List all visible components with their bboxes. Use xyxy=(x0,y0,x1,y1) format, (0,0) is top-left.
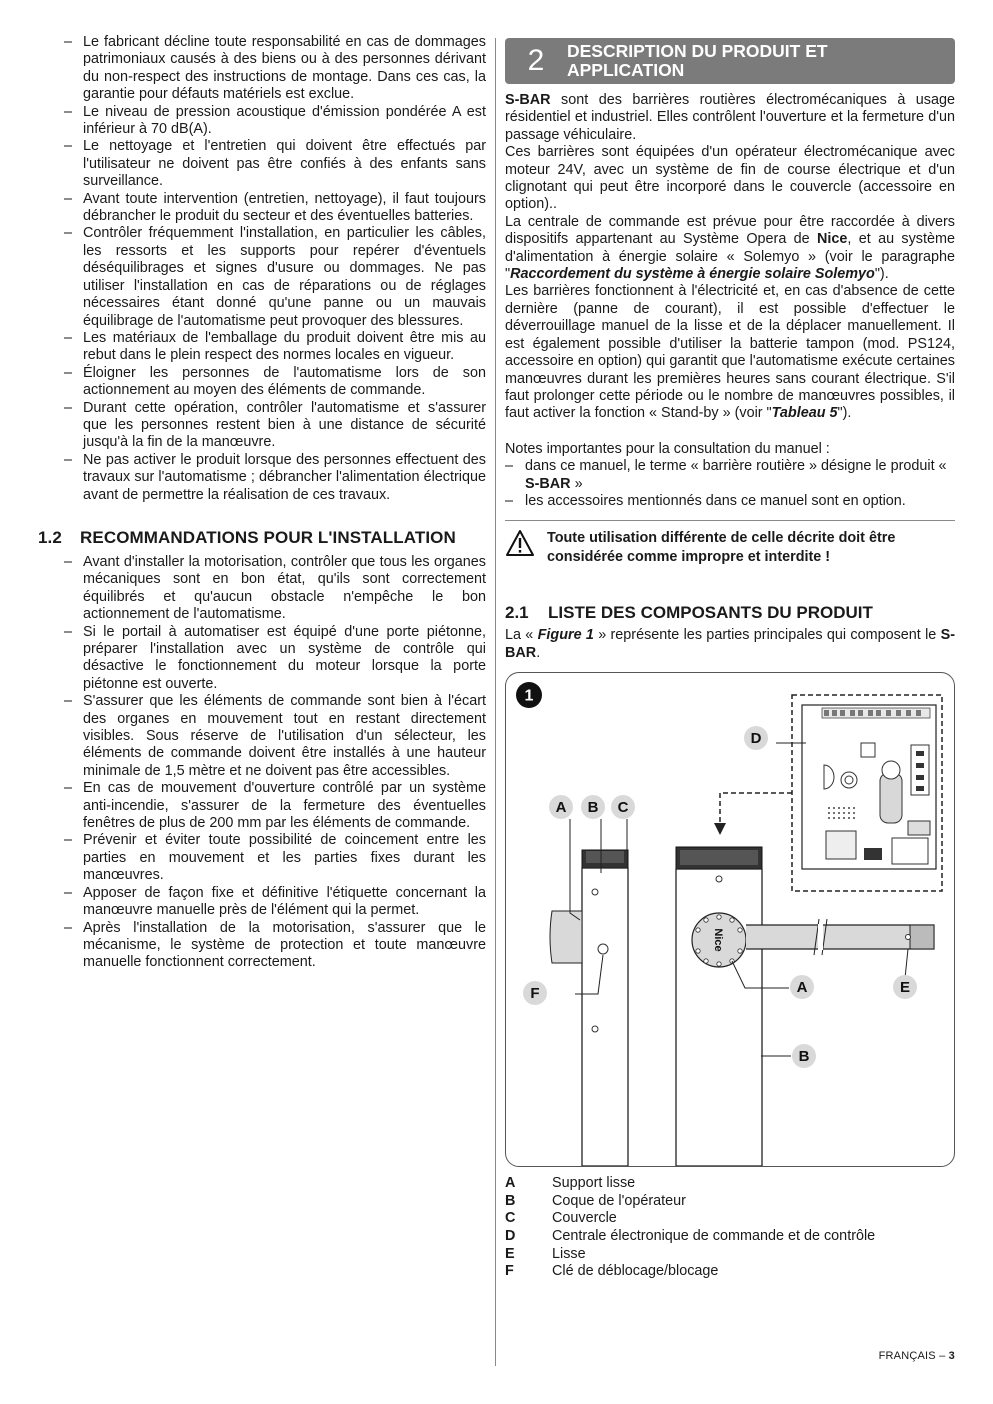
legend-text: Lisse xyxy=(552,1245,586,1262)
legend-key: D xyxy=(505,1227,516,1244)
legend-text: Couvercle xyxy=(552,1210,617,1227)
product-name: S-BAR xyxy=(505,627,955,661)
list-item: – Les matériaux de l'emballage du produit doivent être mis au rebut dans le plein respect des normes locales en vigueur. xyxy=(83,330,486,365)
paragraph-text: La centrale de commande est prévue pour être raccordée à divers dispositifs appartenant au Système Opera de xyxy=(505,213,955,248)
chapter-header xyxy=(505,38,955,84)
label-b: B xyxy=(587,799,599,817)
cross-reference: Figure 1 xyxy=(537,627,594,644)
safety-list xyxy=(38,34,486,504)
left-column xyxy=(38,34,486,972)
installation-list xyxy=(38,554,486,972)
list-item: – Ne pas activer le produit lorsque des personnes effectuent des travaux sur l'automatisme ; débrancher l'alimentation électrique avant de permettre la réalisation de ces travaux. xyxy=(83,452,486,504)
warning-line: considérée comme impropre et interdite ! xyxy=(547,549,831,566)
figure-legend xyxy=(505,1175,955,1281)
legend-text: Centrale électronique de commande et de contrôle xyxy=(552,1227,876,1244)
paragraph-text: sont des barrières routières électromécaniques à usage résidentiel et industriel. Elles contrôlent l'ouverture et la fermeture d'un passage véhiculaire. xyxy=(505,92,955,143)
label-e: E xyxy=(899,979,911,997)
page-number: 3 xyxy=(948,1350,955,1362)
cross-reference: Tableau 5 xyxy=(771,405,838,422)
list-item: – Le nettoyage et l'entretien qui doivent être effectués par l'utilisateur ne doivent pas être confiés à des enfants sans surveillance. xyxy=(83,138,486,190)
paragraph-text: Les barrières fonctionnent à l'électricité et, en cas d'absence de cette dernière (panne de courant), il est possible d'effectuer le déverrouillage manuel de la lisse et de la déplacer manuellement. Il est également possible d'utiliser la batterie tampon (mod. PS124, accessoire en option) qui garantit que l'automatisme exécute certaines manœuvres durant les premières heures sans courant électrique. S'il faut prolonger cette période ou le nombre de manœuvres possibles, il faut activer la fonction « Stand-by » (voir " xyxy=(505,283,955,422)
notes-list xyxy=(505,458,955,510)
label-c: C xyxy=(617,799,629,817)
paragraph-text: "). xyxy=(874,266,889,283)
legend-row xyxy=(505,1193,955,1211)
note-text: » xyxy=(570,475,583,492)
note-text: dans ce manuel, le terme « barrière routière » désigne le produit « xyxy=(525,458,947,475)
legend-text: Clé de déblocage/blocage xyxy=(552,1263,719,1280)
legend-text: Support lisse xyxy=(552,1175,636,1192)
section-title: RECOMMANDATIONS POUR L'INSTALLATION xyxy=(80,527,456,547)
warning-line: Toute utilisation différente de celle décrite doit être xyxy=(547,530,896,547)
legend-row xyxy=(505,1228,955,1246)
list-item: – Avant d'installer la motorisation, contrôler que tous les organes mécaniques sont en bon état, qu'ils sont correctement équilibrés et qu'aucun obstacle n'empêche le bon actionnement de l'automatisme. xyxy=(83,554,486,624)
list-item: – S'assurer que les éléments de commande sont bien à l'écart des organes en mouvement tout en restant directement visibles. Sous réserve de l'utilisation d'un sélecteur, les éléments de commande doivent être installés à une hauteur minimale de 1,5 mètre et ne doivent pas être accessibles. xyxy=(83,693,486,780)
warning-text xyxy=(547,529,895,567)
product-name: S-BAR xyxy=(505,92,551,108)
cross-reference: Raccordement du système à énergie solaire Solemyo xyxy=(510,266,875,283)
legend-key: C xyxy=(505,1210,516,1227)
legend-row xyxy=(505,1263,955,1281)
paragraph-text: La « xyxy=(505,627,538,644)
chapter-title xyxy=(567,42,828,80)
label-a: A xyxy=(555,799,567,817)
product-name: S-BAR xyxy=(525,475,571,492)
page-footer xyxy=(879,1350,955,1362)
list-item: – Apposer de façon fixe et définitive l'étiquette concernant la manœuvre manuelle près de l'élément qui la permet. xyxy=(83,885,486,920)
legend-row xyxy=(505,1246,955,1264)
right-column xyxy=(505,34,955,1281)
figure-intro xyxy=(505,627,955,662)
paragraph-text: . xyxy=(536,644,541,661)
list-item: – Prévenir et éviter toute possibilité de coincement entre les parties en mouvement et les parties fixes durant les manœuvres. xyxy=(83,832,486,884)
figure-1 xyxy=(505,672,955,1167)
list-item: – Après l'installation de la motorisation, s'assurer que le mécanisme, le système de protection et toute manœuvre manuelle fonctionnent correctement. xyxy=(83,920,486,972)
subsection-heading xyxy=(505,603,955,623)
list-item: – Avant toute intervention (entretien, nettoyage), il faut toujours débrancher le produit du secteur et des éventuelles batteries. xyxy=(83,191,486,226)
legend-key: A xyxy=(505,1175,516,1192)
label-d: D xyxy=(750,730,762,748)
label-f: F xyxy=(530,985,540,1003)
legend-key: F xyxy=(505,1263,514,1280)
warning-box xyxy=(505,520,955,567)
notes-title: Notes importantes pour la consultation du manuel : xyxy=(505,440,830,457)
label-b2: B xyxy=(798,1048,810,1066)
paragraph: Ces barrières sont équipées d'un opérateur électromécanique avec moteur 24V, avec un système de fin de course électrique et d'un clignotant qui peut être incorporé dans le couvercle (accessoire en option).. xyxy=(505,144,955,213)
list-item: – Éloigner les personnes de l'automatisme lors de son actionnement au moyen des éléments de commande. xyxy=(83,365,486,400)
subsection-title: LISTE DES COMPOSANTS DU PRODUIT xyxy=(548,603,873,623)
barrier-illustration xyxy=(506,673,954,1166)
paragraph-text: , et au système d'alimentation à énergie solaire « Solemyo » (voir le paragraphe " xyxy=(505,231,955,283)
figure-number: 1 xyxy=(524,687,534,705)
paragraph-text: » représente les parties principales qui composent le xyxy=(593,627,941,644)
list-item xyxy=(525,458,955,493)
legend-row xyxy=(505,1175,955,1193)
list-item: – Si le portail à automatiser est équipé d'une porte piétonne, préparer l'installation avec un système de contrôle qui désactive le fonctionnement du moteur lorsque la porte piétonne est ouverte. xyxy=(83,624,486,694)
column-divider xyxy=(495,38,496,1366)
section-heading xyxy=(38,528,486,548)
legend-key: B xyxy=(505,1192,516,1209)
list-item: – Le fabricant décline toute responsabilité en cas de dommages patrimoniaux causés à des biens ou à des personnes dérivant du non-respect des instructions de montage. Dans ces cas, la garantie pour défauts matériels est exclue. xyxy=(83,34,486,104)
paragraph-text: "). xyxy=(837,405,852,422)
list-item: – les accessoires mentionnés dans ce manuel sont en option. xyxy=(525,493,955,510)
legend-row xyxy=(505,1210,955,1228)
list-item: – Le niveau de pression acoustique d'émission pondérée A est inférieur à 70 dB(A). xyxy=(83,104,486,139)
legend-key: E xyxy=(505,1245,515,1262)
footer-language: FRANÇAIS – xyxy=(878,1350,949,1362)
chapter-number: 2 xyxy=(527,44,545,77)
list-item: – Contrôler fréquemment l'installation, en particulier les câbles, les ressorts et les supports pour repérer d'éventuels déséquilibrages et signes d'usure ou dommages. Ne pas utiliser l'installation en cas de réparations ou de réglages nécessaires étant donné qu'une panne ou un mauvais équilibrage de l'automatisme peut provoquer des blessures. xyxy=(83,225,486,329)
legend-text: Coque de l'opérateur xyxy=(552,1192,686,1209)
nice-logo: Nice xyxy=(712,928,724,952)
list-item: – En cas de mouvement d'ouverture contrôlé par un système anti-incendie, s'assurer de la fermeture des éventuelles fenêtres de plus de 200 mm par les éléments de commande. xyxy=(83,780,486,832)
list-item: – Durant cette opération, contrôler l'automatisme et s'assurer que les personnes restent bien à une distance de sécurité jusqu'à la fin de la manœuvre. xyxy=(83,400,486,452)
paragraph xyxy=(505,283,955,422)
warning-icon xyxy=(505,529,535,562)
chapter-title-line: DESCRIPTION DU PRODUIT ET xyxy=(567,41,828,61)
section-number: 1.2 xyxy=(38,527,62,547)
paragraph xyxy=(505,92,955,144)
chapter-title-line: APPLICATION xyxy=(567,60,685,80)
subsection-number: 2.1 xyxy=(505,603,529,623)
brand-name: Nice xyxy=(817,231,848,248)
label-a2: A xyxy=(796,979,808,997)
paragraph xyxy=(505,214,955,284)
